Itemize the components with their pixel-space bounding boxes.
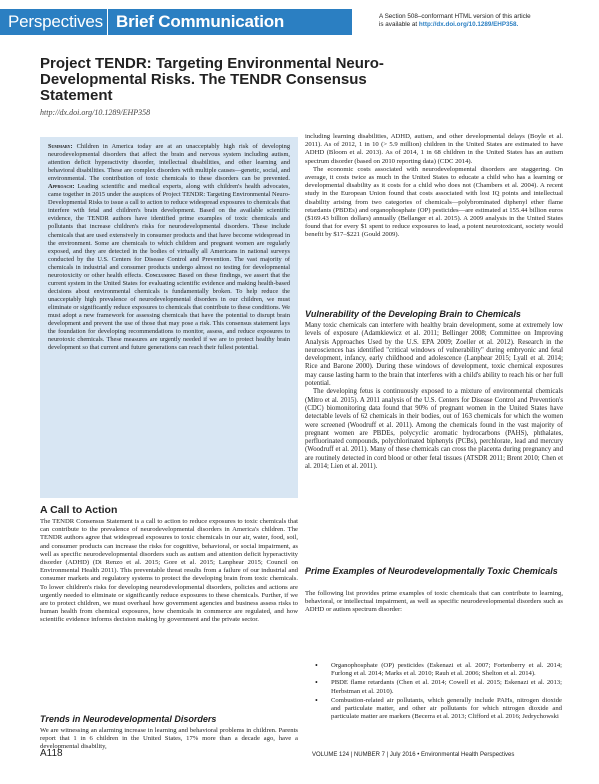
volume-label: VOLUME xyxy=(312,752,338,758)
number-label: NUMBER xyxy=(353,752,380,758)
accessibility-note-line1: A Section 508–conformant HTML version of this article xyxy=(379,13,531,20)
costs-text xyxy=(305,133,563,309)
accessibility-note-link[interactable]: http://dx.doi.org/10.1289/EHP358. xyxy=(418,21,519,28)
list-item xyxy=(305,662,562,678)
prime-examples-intro xyxy=(305,590,563,660)
accessibility-note-line2 xyxy=(379,21,589,29)
vulnerability-text xyxy=(305,322,563,557)
bullet-icon: • xyxy=(315,678,318,688)
summary-label: Summary: xyxy=(48,143,73,150)
section-label: Perspectives xyxy=(8,12,103,31)
date-separator: | xyxy=(386,752,389,758)
journal-name: Environmental Health Perspectives xyxy=(421,752,515,758)
issue-separator: | xyxy=(350,752,353,758)
prevalence-paragraph: including learning disabilities, ADHD, autism, and other developmental delays (Boyle et al. 2011). As of 2012, 1 in 10 (> 5.9 million) children in the United States are estimated to have ADHD (Bloom et al. 2013). As of 2014, 1 in 68 children in the United States has an autism spectrum disorder (based on 2010 reporting data) (CDC 2014). xyxy=(305,133,563,165)
call-to-action-text xyxy=(40,518,298,708)
bullet-icon: • xyxy=(315,695,318,705)
summary-text: Children in America today are at an unacceptably high risk of developing neurodevelopmental disorders that affect the brain and nervous system including autism, attention deficit hyperactivity disorder, intellectual disabilities, and other learning and behavioral disabilities. These are complex disorders with multiple causes—genetic, social, and environmental. The contribution of toxic chemicals to these disorders can be prevented. xyxy=(48,143,290,183)
section-banner xyxy=(0,9,352,35)
vulnerability-paragraph-2: The developing fetus is continuously exposed to a mixture of environmental chemicals (Mitro et al. 2015). A 2011 analysis of the U.S. Centers for Disease Control and Prevention's (CDC) biomonitoring data found that 90% of pregnant women in the United States have detectable levels of 62 chemicals in their bodies, out of 163 chemicals for which the women were screened (Woodruff et al. 2011). Among the chemicals found in the vast majority of pregnant women are PBDEs, polycyclic aromatic hydrocarbons (PAHS), phthalates, perfluorinated compounds, polychlorinated biphenyls (PCBs), perchlorate, lead and mercury (Woodruff et al. 2011). Many of these chemicals can cross the placenta during pregnancy and are routinely detected in cord blood or other fetal tissues (ATSDR 2011; Brent 2010; Chen et al. 2014; Lien et al. 2011). xyxy=(305,388,563,471)
approach-label: Approach: xyxy=(48,183,75,191)
economic-costs-paragraph: The economic costs associated with neurodevelopmental disorders are staggering. On average, it costs twice as much in the United States to educate a child who has a learning or developmental disability as it costs for a child who does not (Chambers et al. 2004). A recent study in the European Union found that costs associated with lost IQ points and intellectual disability arising from two categories of chemicals—polybrominated diphenyl ether flame retardants (PBDEs) and organophosphate (OP) pesticides—are estimated at 155.44 billion euros ($169.43 billion dollars) annually (Bellanger et al. 2015). A 2009 analysis in the United States found that for every $1 spent to reduce exposures to lead, a potent neurotoxicant, society would benefit by $17–$221 (Gould 2009). xyxy=(305,165,563,239)
journal-footer xyxy=(312,752,514,758)
trends-paragraph: We are witnessing an alarming increase in learning and behavioral problems in children. Parents report that 1 in 6 children in the United States, 17% more than a decade ago, have a developmental disability, xyxy=(40,727,298,751)
page-number: A118 xyxy=(40,748,63,759)
toxic-chemicals-list xyxy=(305,662,562,722)
accessibility-note xyxy=(379,13,589,29)
list-item-text: Combustion-related air pollutants, which generally include PAHs, nitrogen dioxide and particulate matter, and other air pollutants for which nitrogen dioxide and particulate matter are markers (Becerra et al. 2013; Clifford et al. 2016; Jedrychowski xyxy=(331,696,562,721)
article-doi-link[interactable]: http://dx.doi.org/10.1289/EHP358 xyxy=(40,108,151,117)
vulnerability-paragraph-1: Many toxic chemicals can interfere with healthy brain development, some at extremely low levels of exposure (Adamkiewicz et al. 2011; Bellinger 2008; Committee on Improving Analysis Approaches Used by the U.S. EPA 2009; Zoeller et al. 2012). Research in the neurosciences has identified "critical windows of vulnerability" during embryonic and fetal development, infancy, early childhood and adolescence (Lanphear 2015; Lyall et al. 2014; Rice and Barone 2000). During these windows of development, toxic chemical exposures may cause lasting harm to the brain that interferes with a child's ability to reach his or her full potential. xyxy=(305,322,563,388)
call-to-action-paragraph: The TENDR Consensus Statement is a call to action to reduce exposures to toxic chemicals that can contribute to the prevalence of neurodevelopmental disorders in America's children. The TENDR authors agree that widespread exposures to toxic chemicals in our air, water, food, soil, and consumer products can increase the risks for cognitive, behavioral, or social impairment, as well as specific neurodevelopmental disorders such as autism and attention deficit hyperactivity disorder (ADHD) (Di Renzo et al. 2015; Gore et al. 2015; Lanphear 2015; Council on Environmental Health 2011). This preventable threat results from a failure of our industrial and consumer markets and regulatory systems to protect the developing brain from toxic chemicals. To lower children's risks for developing neurodevelopmental disorders, policies and actions are urgently needed to eliminate or significantly reduce exposures to these chemicals. Further, if we are to protect children, we must overhaul how government agencies and business assess risks to human health from chemical exposures, how chemicals in commerce are regulated, and how scientific evidence informs decision making by government and the private sector. xyxy=(40,518,298,624)
publication-date: July 2016 xyxy=(389,752,416,758)
call-to-action-heading: A Call to Action xyxy=(40,504,118,516)
list-item-text: Organophosphate (OP) pesticides (Eskenazi et al. 2007; Fortenberry et al. 2014; Furlong et al. 2014; Marks et al. 2010; Rauh et al. 2006; Shelton et al. 2014). xyxy=(331,662,562,678)
vulnerability-heading: Vulnerability of the Developing Brain to Chemicals xyxy=(305,309,521,319)
banner-divider xyxy=(107,9,108,35)
conclusion-text: Based on these findings, we assert that the current system in the United States for evaluating scientific evidence and making health-based decisions about environmental chemicals is fundamentally broken. To help reduce the unacceptably high prevalence of neurodevelopmental disorders in our children, we must eliminate or significantly reduce exposures to chemicals that contribute to these conditions. We must adopt a new framework for assessing chemicals that have the potential to disrupt brain development and prevent the use of those that may pose a risk. This consensus statement lays the foundation for developing recommendations to monitor, assess, and reduce exposures to neurotoxic chemicals. These measures are urgently needed if we are to protect healthy brain development so that current and future generations can reach their fullest potential. xyxy=(48,271,291,352)
accessibility-note-prefix: is available at xyxy=(379,21,419,28)
footer-bullet: • xyxy=(417,752,420,758)
prime-examples-heading: Prime Examples of Neurodevelopmentally Toxic Chemicals xyxy=(305,566,558,576)
bullet-icon: • xyxy=(315,661,318,670)
list-item xyxy=(305,679,562,695)
approach-text: Leading scientific and medical experts, along with children's health advocates, came together in 2015 under the auspices of Project TENDR: Targeting Environmental Neuro-Developmental Risks to issue a call to action to reduce widespread exposures to chemicals that interfere with fetal and children's brain development. Based on the available scientific evidence, the TENDR authors have identified prime examples of toxic chemicals and pollutants that increase children's risks for neurodevelopmental disorders. These include chemicals that are used extensively in consumer products and that have become widespread in the environment. Some are chemicals to which children and pregnant women are regularly exposed, and they are detected in the bodies of virtually all Americans in national surveys conducted by the U.S. Centers for Disease Control and Prevention. The vast majority of chemicals in industrial and consumer products undergo almost no testing for developmental neurotoxicity or other health effects. xyxy=(48,183,290,279)
volume-number: 124 xyxy=(339,752,350,758)
trends-heading: Trends in Neurodevelopmental Disorders xyxy=(40,714,217,724)
conclusion-label: Conclusion: xyxy=(145,271,176,279)
list-item xyxy=(305,697,562,722)
issue-number: 7 xyxy=(381,752,385,758)
article-title: Project TENDR: Targeting Environmental Neuro-Developmental Risks. The TENDR Consensus Statement xyxy=(40,55,384,104)
subsection-label: Brief Communication xyxy=(116,12,285,31)
prime-examples-intro-paragraph: The following list provides prime examples of toxic chemicals that can contribute to learning, behavioral, or intellectual impairment, as well as specific neurodevelopmental disorders such as ADHD or autism spectrum disorder: xyxy=(305,590,563,614)
list-item-text: PBDE flame retardants (Chen et al. 2014; Cowell et al. 2015; Eskenazi et al. 2013; Herbstman et al. 2010). xyxy=(331,679,562,695)
trends-text xyxy=(40,727,298,753)
summary-box xyxy=(40,137,298,498)
